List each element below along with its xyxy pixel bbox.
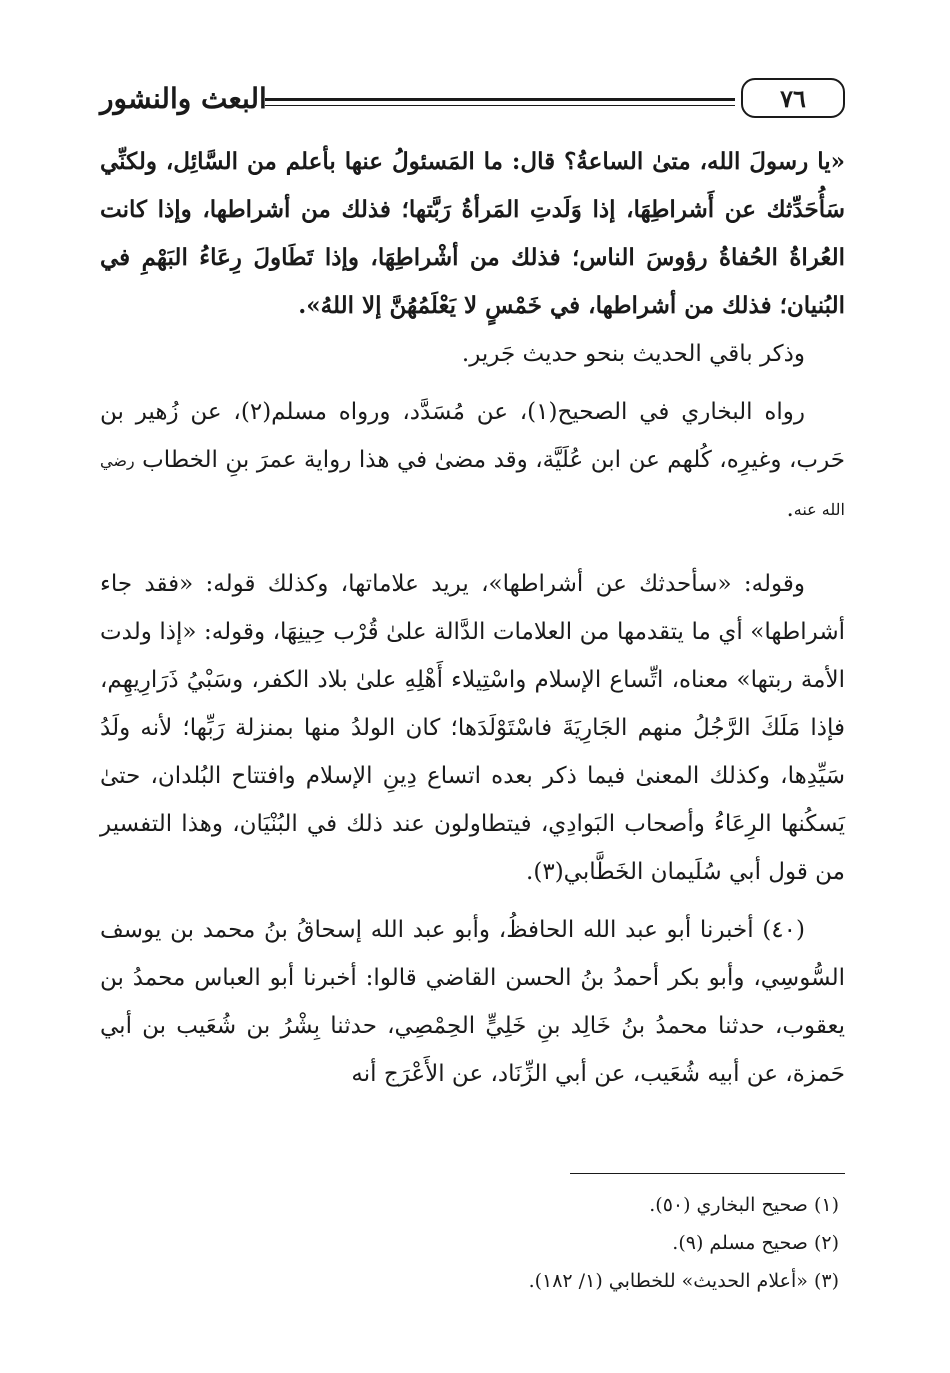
isnad-paragraph: (٤٠) أخبرنا أبو عبد الله الحافظُ، وأبو عبد الله إسحاقُ بنُ محمد بن يوسف السُّوسِي، وأبو بكر أحمدُ بنُ الحسن القاضي قالوا: أخبرنا أبو العباس محمدُ بن يعقوب، حدثنا محمدُ بنُ خَالِد بنِ خَلِيٍّ الحِمْصِي، حدثنا بِشْرُ بن شُعَيب بن أبي حَمزة، عن أبيه شُعَيب، عن أبي الزِّنَاد، عن الأَعْرَج أنه	[100, 917, 845, 1087]
hadith-quote-paragraph: «يا رسولَ الله، متىٰ الساعةُ؟ قال: ما المَسئولُ عنها بأعلم من السَّائِل، ولكنِّي سَأُحَدِّثك عن أَشراطِهَا، إذا وَلَدتِ المَرأةُ رَبَّتها؛ فذلك من أشراطها، وإذا كانت العُراةُ الحُفاةُ رؤوسَ الناس؛ فذلك من أشْراطِهَا، وإذا تَطَاولَ رِعَاءُ البَهْمِ في البُنيان؛ فذلك من أشراطها، في خَمْسٍ لا يَعْلَمُهُنَّ إلا اللهُ».	[100, 148, 845, 319]
header-rule-thin	[265, 105, 735, 106]
header-rule-thick	[265, 98, 735, 101]
source-paragraph: رواه البخاري في الصحيح(١)، عن مُسَدَّد، ورواه مسلم(٢)، عن زُهير بن حَرب، وغيرِه، كُلهم عن ابن عُلَيَّة، وقد مضىٰ في هذا رواية عمرَ بنِ الخطاب رضي الله عنه.	[100, 399, 845, 522]
footnote-1: (١) صحيح البخاري (٥٠).	[649, 1194, 839, 1216]
commentary-paragraph: وقوله: «سأحدثك عن أشراطها»، يريد علاماتها، وكذلك قوله: «فقد جاء أشراطها» أي ما يتقدمها من العلامات الدَّالة علىٰ قُرْب حِينِهَا، وقوله: «إذا ولدت الأمة ربتها» معناه، اتِّساع الإسلام واسْتِيلاء أَهْلِهِ علىٰ بلاد الكفر، وسَبْيُ ذَرَارِيهِم، فإذا مَلَكَ الرَّجُلُ منهم الجَارِيَةَ فاسْتَوْلَدَها؛ كان الولدُ منها بمنزلة رَبِّها؛ لأنه ولَدُ سَيِّدِها، وكذلك المعنىٰ فيما ذكر بعده اتساع دِينِ الإسلام وافتتاح البُلدان، حتىٰ يَسكُنها الرِعَاءُ وأصحاب البَوادِي، فيتطاولون عند ذلك في البُنْيَان، وهذا التفسير من قول أبي سُلَيمان الخَطَّابي(٣).	[100, 571, 845, 885]
honorific-glyph: رضي الله عنه	[100, 451, 845, 519]
narration-note-paragraph: وذكر باقي الحديث بنحو حديث جَرير.	[461, 341, 805, 367]
footnotes	[100, 1186, 845, 1300]
source-text: رواه البخاري في الصحيح(١)، عن مُسَدَّد، ورواه مسلم(٢)، عن زُهير بن حَرب، وغيرِه، كُلهم عن ابن عُلَيَّة، وقد مضىٰ في هذا رواية عمرَ بنِ الخطاب	[100, 399, 845, 473]
footnote-2: (٢) صحيح مسلم (٩).	[672, 1232, 839, 1254]
footnote-3: (٣) «أعلام الحديث» للخطابي (١/ ١٨٢).	[528, 1270, 839, 1292]
main-text	[100, 138, 845, 1098]
footnote-separator	[570, 1173, 845, 1174]
page-number: ٧٦	[741, 78, 845, 118]
page-header	[100, 78, 845, 126]
running-title: البعث والنشور	[100, 82, 267, 115]
